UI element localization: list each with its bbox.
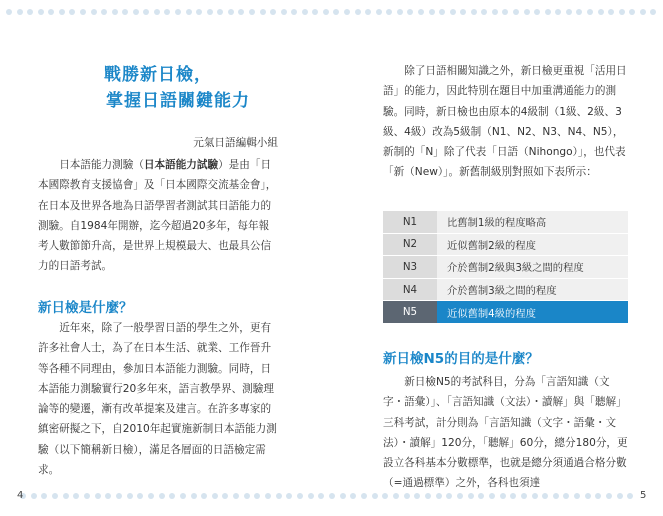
page-title: [38, 62, 278, 114]
border-dot: [302, 9, 308, 15]
table-row: [383, 211, 628, 233]
level-description: 近似舊制4級的程度: [437, 301, 628, 324]
level-description: 介於舊制2級與3級之間的程度: [437, 256, 628, 279]
border-dot: [595, 493, 601, 499]
border-dot: [137, 493, 143, 499]
border-dot: [6, 9, 12, 15]
border-dot: [276, 493, 282, 499]
border-dot: [640, 9, 646, 15]
border-dot: [148, 493, 154, 499]
border-dot: [468, 493, 474, 499]
border-dot: [333, 9, 339, 15]
border-dot: [291, 9, 297, 15]
table-row: [383, 256, 628, 279]
border-dot: [233, 493, 239, 499]
border-dot: [244, 493, 250, 499]
border-dot: [222, 493, 228, 499]
page-number-left: 4: [17, 490, 24, 501]
border-dot: [365, 9, 371, 15]
border-dot: [169, 493, 175, 499]
border-dot: [532, 493, 538, 499]
border-dot: [563, 493, 569, 499]
author-credit: 元氣日語編輯小組: [193, 137, 278, 149]
border-dot: [201, 493, 207, 499]
left-page: [38, 0, 278, 516]
border-dot: [350, 493, 356, 499]
border-dot: [521, 493, 527, 499]
border-dot: [606, 493, 612, 499]
border-dot: [585, 493, 591, 499]
test-name: 日本語能力試驗: [143, 159, 219, 171]
border-dot: [52, 493, 58, 499]
border-dot: [116, 493, 122, 499]
page-number-right: 5: [640, 490, 647, 501]
border-dot: [510, 493, 516, 499]
border-dot: [180, 493, 186, 499]
intro-paragraph-right: 除了日語相關知識之外，新日檢更重視「活用日語」的能力，因此特別在題目中加重溝通能力的測驗。同時，新日檢也由原本的4級制（1級、2級、3級、4級）改為5級制（N1、N2、N3、N4、N5），新制的「N」除了代表「日語（Nihongo）」，也代表「新（New）」。新舊制級別對照如下表所示：: [383, 65, 627, 179]
section-heading-n5-purpose: 新日檢N5的目的是什麼？: [383, 351, 539, 367]
n5-paragraph: 新日檢N5的考試科目，分為「言語知識（文字・語彙）」、「言語知識（文法）・讀解」與「聽解」三科考試，計分則為「言語知識（文字・語彙・文法）・讀解」120分，「聽解」60分，總分180分，更設立各科基本分數標準，也就是總分須通過合格分數（=通過標準）之外，各科也須達: [383, 376, 628, 490]
border-dot: [31, 493, 37, 499]
border-dot: [372, 493, 378, 499]
border-dot: [446, 493, 452, 499]
border-dot: [617, 493, 623, 499]
border-dot: [323, 9, 329, 15]
border-dot: [404, 493, 410, 499]
level-label: N3: [383, 256, 437, 279]
level-label: N2: [383, 233, 437, 256]
intro-paragraph: [38, 155, 278, 277]
border-dot: [191, 493, 197, 499]
border-dot: [254, 493, 260, 499]
border-dot: [393, 493, 399, 499]
border-dot: [340, 493, 346, 499]
border-dot: [95, 493, 101, 499]
table-row: [383, 233, 628, 256]
table-row: [383, 278, 628, 301]
border-dot: [281, 9, 287, 15]
border-dot: [159, 493, 165, 499]
border-dot: [436, 493, 442, 499]
border-dot: [105, 493, 111, 499]
section-heading-what-is: 新日檢是什麼？: [38, 300, 133, 316]
border-dot: [308, 493, 314, 499]
border-dot: [312, 9, 318, 15]
border-dot: [542, 493, 548, 499]
border-dot: [27, 9, 33, 15]
border-dot: [84, 493, 90, 499]
border-dot: [629, 9, 635, 15]
level-label: N4: [383, 278, 437, 301]
level-description: 介於舊制3級之間的程度: [437, 278, 628, 301]
table-row: [383, 301, 628, 324]
border-dot: [489, 493, 495, 499]
border-dot: [286, 493, 292, 499]
intro-rest: ）是由「日本國際教育支援協會」及「日本國際交流基金會」，在日本及世界各地為日語學習者測試其日語能力的測驗。自1984年開辦，迄今超過20多年，每年報考人數節節升高，是世界上規模最大、也最具公信力的日語考試。: [38, 159, 277, 273]
border-dot: [265, 493, 271, 499]
level-description: 近似舊制2級的程度: [437, 233, 628, 256]
border-dot: [425, 493, 431, 499]
border-dot: [376, 9, 382, 15]
border-dot: [355, 9, 361, 15]
border-dot: [574, 493, 580, 499]
intro-prefix: 日本語能力測驗（: [59, 159, 144, 171]
border-dot: [73, 493, 79, 499]
section-paragraph: 近年來，除了一般學習日語的學生之外，更有許多社會人士，為了在日本生活、就業、工作晉升等各種不同理由，參加日本語能力測驗。同時，日本語能力測驗實行20多年來，語言教學界、測驗理論等的變遷，漸有改革提案及建言。在許多專家的縝密研擬之下，自2010年起實施新制日本語能力測驗（以下簡稱新日檢），滿足各層面的日語檢定需求。: [38, 322, 277, 477]
bottom-dot-border: [14, 493, 640, 503]
border-dot: [212, 493, 218, 499]
level-comparison-table: [383, 211, 628, 324]
level-label: N5: [383, 301, 437, 324]
border-dot: [17, 9, 23, 15]
border-dot: [478, 493, 484, 499]
title-line-2: 掌握日語關鍵能力: [106, 91, 250, 111]
border-dot: [457, 493, 463, 499]
right-page: [383, 0, 628, 516]
border-dot: [627, 493, 633, 499]
border-dot: [361, 493, 367, 499]
border-dot: [414, 493, 420, 499]
border-dot: [344, 9, 350, 15]
border-dot: [127, 493, 133, 499]
border-dot: [500, 493, 506, 499]
border-dot: [318, 493, 324, 499]
level-description: 比舊制1級的程度略高: [437, 211, 628, 233]
title-line-1: 戰勝新日檢，: [104, 65, 212, 85]
level-label: N1: [383, 211, 437, 233]
border-dot: [382, 493, 388, 499]
border-dot: [63, 493, 69, 499]
border-dot: [553, 493, 559, 499]
border-dot: [650, 9, 656, 15]
border-dot: [329, 493, 335, 499]
border-dot: [297, 493, 303, 499]
border-dot: [41, 493, 47, 499]
